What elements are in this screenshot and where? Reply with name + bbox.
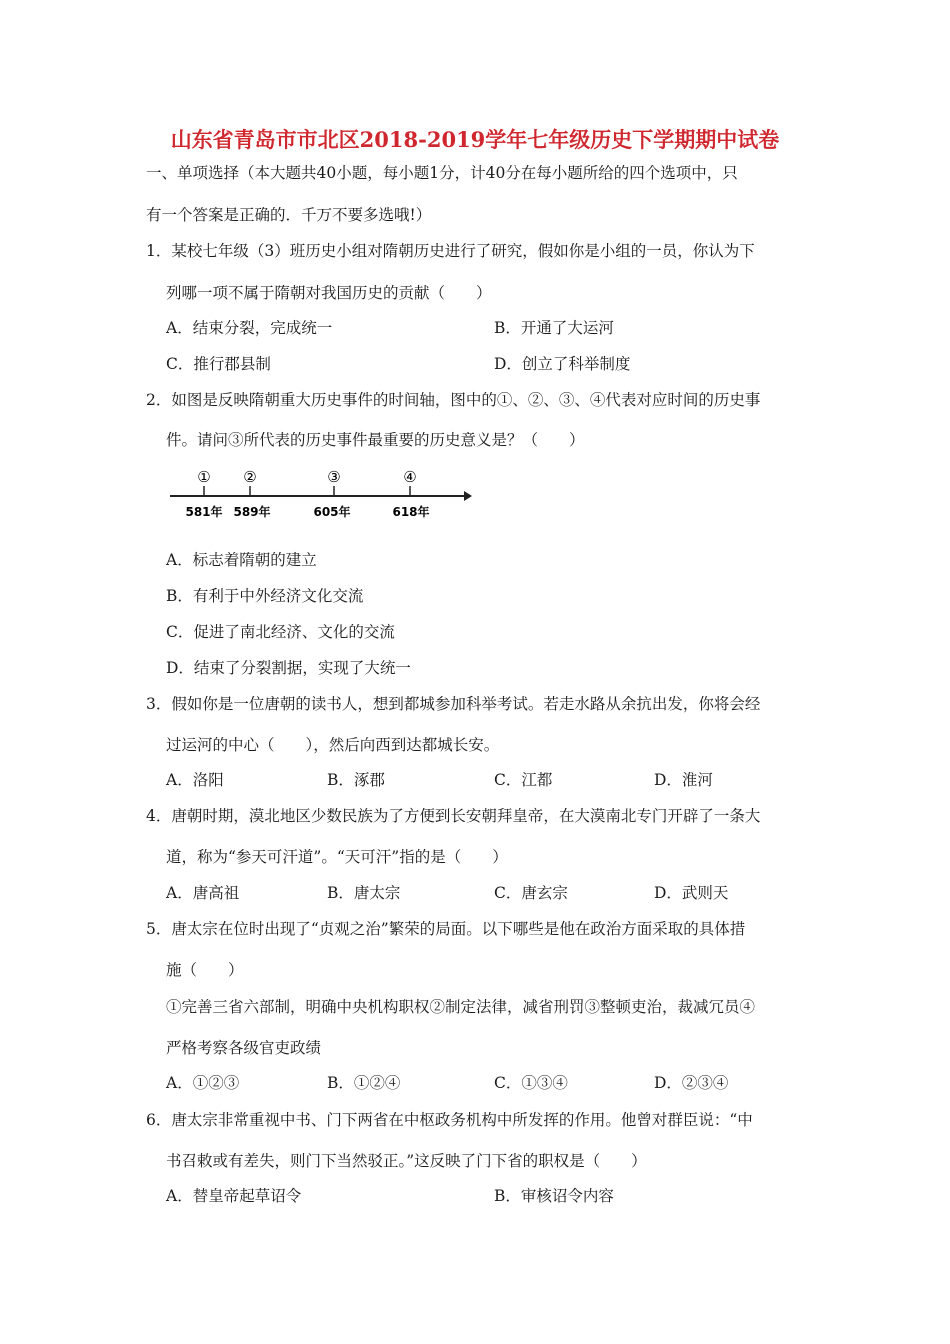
timeline-marker: ③ <box>327 468 341 486</box>
q5-stem-line1: 5．唐太宗在位时出现了“贞观之治”繁荣的局面。以下哪些是他在政治方面采取的具体措 <box>146 920 746 938</box>
q3-option-d: D．淮河 <box>654 771 713 789</box>
q2-stem-line1: 2．如图是反映隋朝重大历史事件的时间轴，图中的①、②、③、④代表对应时间的历史事 <box>146 391 761 409</box>
q2-option-b: B．有利于中外经济文化交流 <box>166 587 364 605</box>
timeline-year: 605年 <box>313 505 351 519</box>
q6-stem-line2: 书召敕或有差失，则门下当然驳正。”这反映了门下省的职权是（ ） <box>166 1152 647 1170</box>
q4-option-b: B．唐太宗 <box>327 884 401 902</box>
timeline-marker: ② <box>243 468 257 486</box>
q3-option-a: A．洛阳 <box>166 771 224 789</box>
timeline-figure <box>166 462 476 524</box>
q1-stem-line1: 1．某校七年级（3）班历史小组对隋朝历史进行了研究，假如你是小组的一员，你认为下 <box>146 242 755 260</box>
q2-option-d: D．结束了分裂割据，实现了大统一 <box>166 659 411 677</box>
q3-option-b: B．涿郡 <box>327 771 385 789</box>
timeline-arrow <box>464 491 472 501</box>
q5-option-b: B．①②④ <box>327 1074 401 1092</box>
timeline-marker: ④ <box>403 468 417 486</box>
page-title: 山东省青岛市市北区2018-2019学年七年级历史下学期期中试卷 <box>170 127 780 152</box>
q2-option-c: C．促进了南北经济、文化的交流 <box>166 623 395 641</box>
q3-stem-line2: 过运河的中心（ ），然后向西到达都城长安。 <box>166 736 500 754</box>
q5-stem-line3: ①完善三省六部制，明确中央机构职权②制定法律，减省刑罚③整顿吏治，裁减冗员④ <box>166 998 756 1016</box>
q6-option-b: B．审核诏令内容 <box>494 1187 614 1205</box>
q5-stem-line2: 施（ ） <box>166 961 244 979</box>
q5-option-a: A．①②③ <box>166 1074 240 1092</box>
q2-option-a: A．标志着隋朝的建立 <box>166 551 317 569</box>
q5-option-d: D．②③④ <box>654 1074 729 1092</box>
section-header-line1: 一、单项选择（本大题共40小题，每小题1分，计40分在每小题所给的四个选项中，只 <box>146 164 738 182</box>
q1-option-b: B．开通了大运河 <box>494 319 614 337</box>
q1-option-a: A．结束分裂，完成统一 <box>166 319 333 337</box>
q1-stem-line2: 列哪一项不属于隋朝对我国历史的贡献（ ） <box>166 284 492 302</box>
q2-stem-line2: 件。请问③所代表的历史事件最重要的历史意义是？（ ） <box>166 431 585 449</box>
q4-option-a: A．唐高祖 <box>166 884 240 902</box>
q1-option-c: C．推行郡县制 <box>166 355 271 373</box>
timeline-year: 589年 <box>233 505 271 519</box>
q5-option-c: C．①③④ <box>494 1074 568 1092</box>
timeline-marker: ① <box>197 468 211 486</box>
q4-option-c: C．唐玄宗 <box>494 884 568 902</box>
timeline-year: 618年 <box>392 505 430 519</box>
q3-stem-line1: 3．假如你是一位唐朝的读书人，想到都城参加科举考试。若走水路从余抗出发，你将会经 <box>146 695 761 713</box>
timeline-year: 581年 <box>185 505 223 519</box>
q4-option-d: D．武则天 <box>654 884 729 902</box>
q3-option-c: C．江都 <box>494 771 553 789</box>
q5-stem-line4: 严格考察各级官吏政绩 <box>166 1039 322 1057</box>
q6-option-a: A．替皇帝起草诏令 <box>166 1187 302 1205</box>
section-header-line2: 有一个答案是正确的．千万不要多选哦!） <box>146 206 432 224</box>
q4-stem-line2: 道，称为“参天可汗道”。“天可汗”指的是（ ） <box>166 848 508 866</box>
q6-stem-line1: 6．唐太宗非常重视中书、门下两省在中枢政务机构中所发挥的作用。他曾对群臣说：“中 <box>146 1111 753 1129</box>
q4-stem-line1: 4．唐朝时期，漠北地区少数民族为了方便到长安朝拜皇帝，在大漠南北专门开辟了一条大 <box>146 807 761 825</box>
q1-option-d: D．创立了科举制度 <box>494 355 631 373</box>
